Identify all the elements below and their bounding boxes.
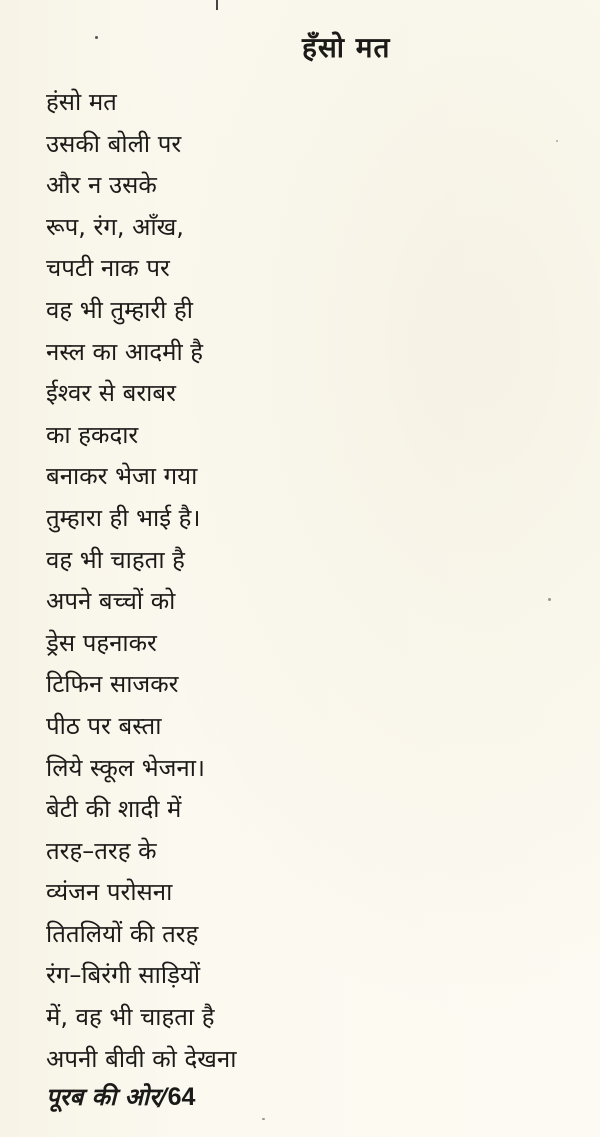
poem-line: अपने बच्चों को	[46, 587, 176, 616]
paper-speck	[548, 598, 551, 601]
poem-title: हँसो मत	[302, 31, 391, 64]
poem-line: रंग–बिरंगी साड़ियों	[46, 961, 201, 990]
poem-line: व्यंजन परोसना	[46, 878, 173, 907]
margin-mark	[216, 0, 218, 10]
poem-line: तितलियों की तरह	[46, 919, 199, 948]
paper-speck	[556, 140, 558, 142]
poem-line: हंसो मत	[46, 88, 117, 116]
page-number: 64	[167, 1083, 196, 1111]
poem-line: ईश्वर से बराबर	[46, 379, 176, 408]
poem-line: टिफिन साजकर	[46, 670, 179, 699]
poem-line: तुम्हारा ही भाई है।	[46, 503, 201, 532]
poem-line: ड्रेस पहनाकर	[46, 628, 157, 657]
poem-line: बेटी की शादी में	[46, 795, 182, 824]
poem-line: लिये स्कूल भेजना।	[46, 753, 206, 782]
poem-line: तरह–तरह के	[46, 836, 157, 865]
poem-line: बनाकर भेजा गया	[46, 462, 198, 491]
paper-speck	[95, 36, 98, 39]
poem-line: वह भी चाहता है	[46, 545, 185, 574]
page-footer	[46, 1080, 195, 1113]
poem-line: नस्ल का आदमी है	[46, 337, 204, 366]
poem-line: अपनी बीवी को देखना	[46, 1044, 237, 1073]
poem-line: उसकी बोली पर	[46, 129, 182, 158]
poem-line: रूप, रंग, आँख,	[46, 212, 184, 241]
paper-speck	[262, 1118, 265, 1120]
poem-line: वह भी तुम्हारी ही	[46, 295, 193, 324]
poem-line: और न उसके	[46, 171, 157, 200]
poem-body	[46, 82, 236, 1080]
book-title: पूरब की ओर	[46, 1083, 159, 1111]
poem-line: चपटी नाक पर	[46, 254, 170, 283]
poem-line: पीठ पर बस्ता	[46, 711, 162, 740]
poem-line: में, वह भी चाहता है	[46, 1003, 215, 1032]
footer-separator: /	[158, 1083, 168, 1111]
poem-line: का हकदार	[46, 420, 139, 449]
